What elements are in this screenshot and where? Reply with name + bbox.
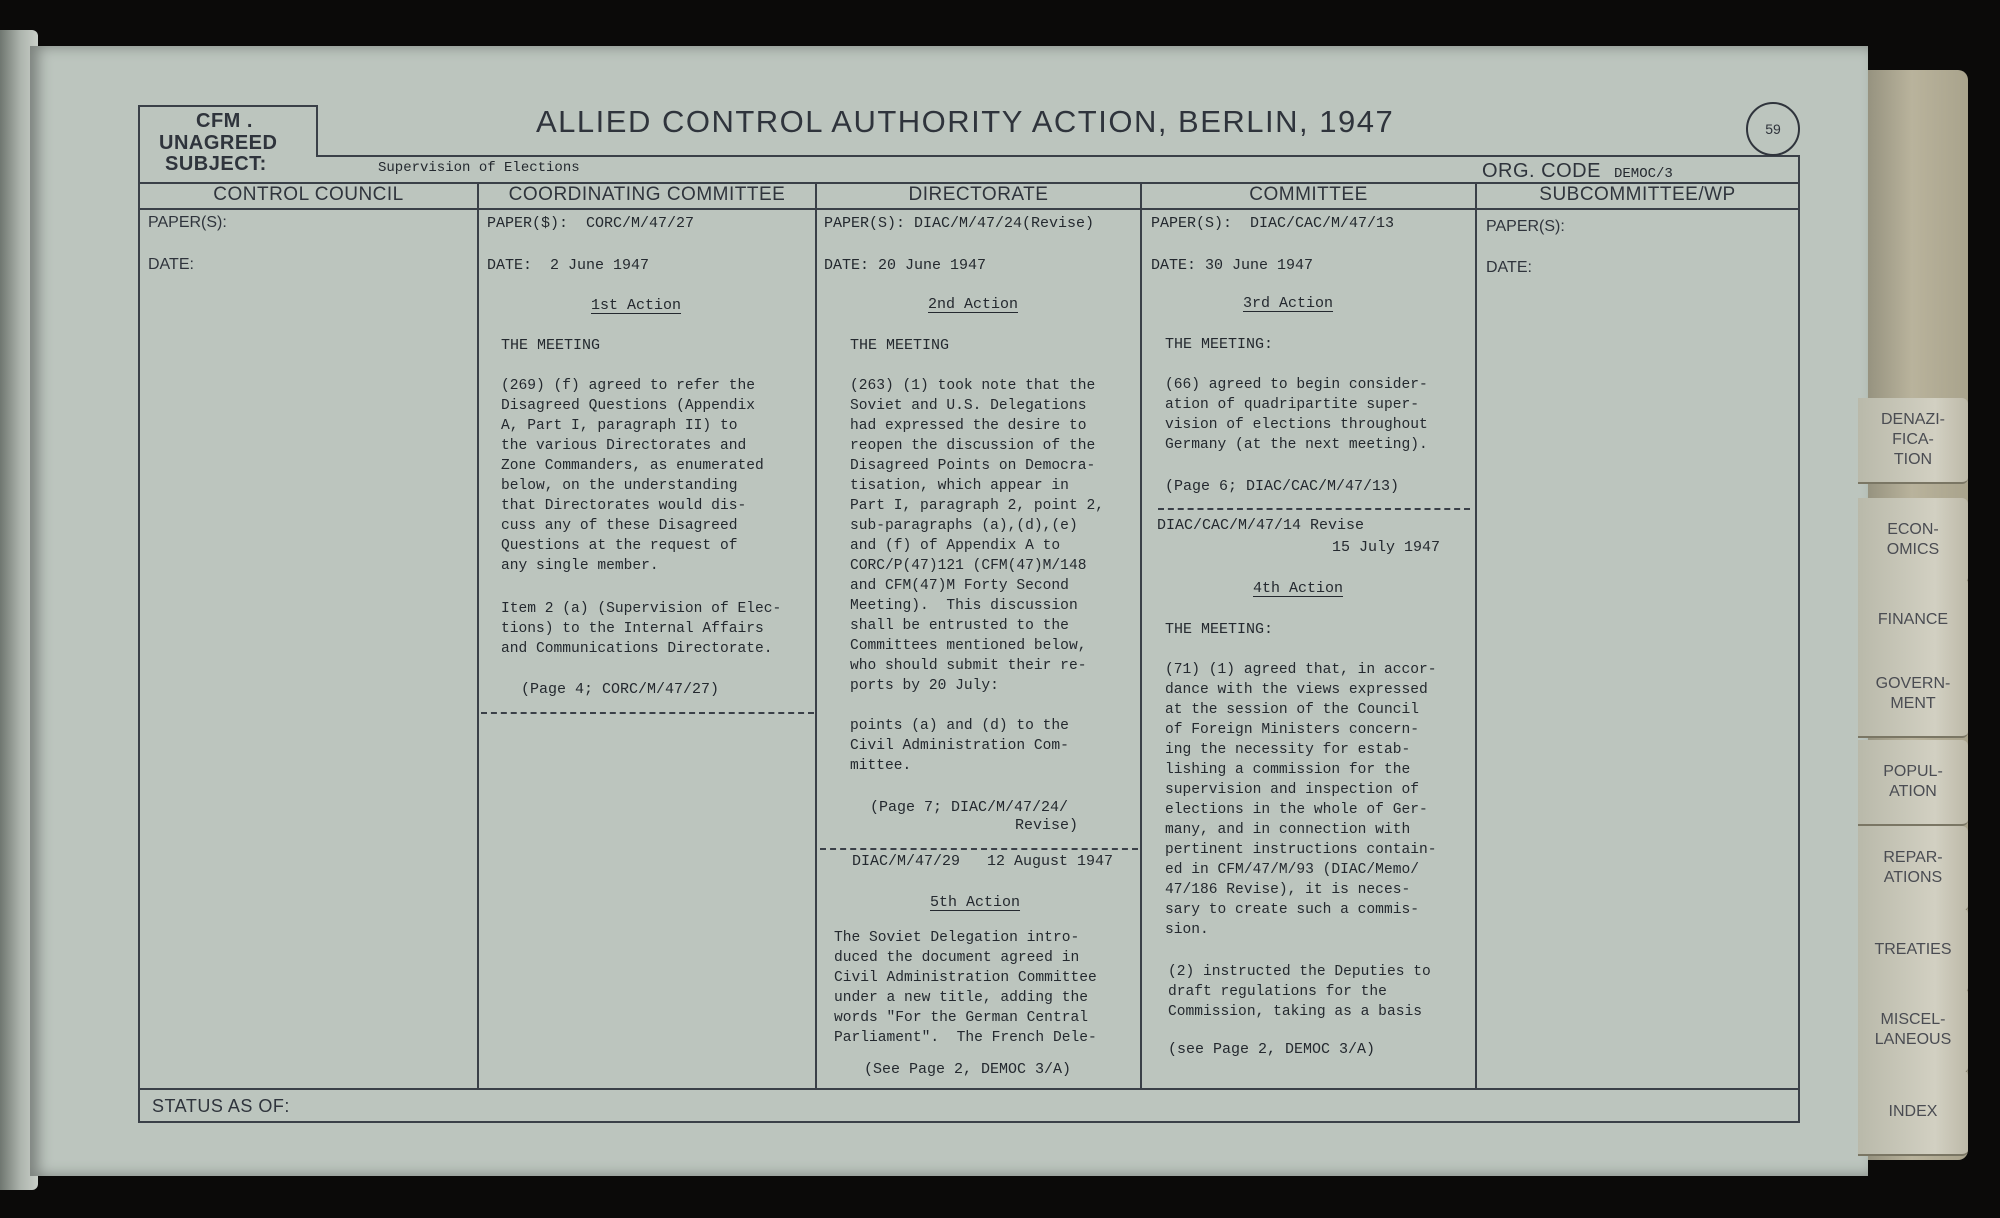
- subject-label: SUBJECT:: [165, 153, 267, 175]
- tab-reparations[interactable]: REPAR- ATIONS: [1858, 826, 1968, 912]
- committee-papers: PAPER(S): DIAC/CAC/M/47/13: [1151, 215, 1395, 232]
- tab-miscellaneous[interactable]: MISCEL- LANEOUS: [1858, 988, 1968, 1074]
- coordinating-para-1: (269) (f) agreed to refer the Disagreed Questions (Appendix A, Part I, paragraph II) to the various Directorates and Zone Commanders, as enumerated below, on the understanding that Directorates would dis- cuss any of these Disagreed Questions at the request of any single member.: [501, 378, 764, 574]
- unagreed-label: UNAGREED: [159, 132, 278, 154]
- form-left-border: [138, 105, 140, 1123]
- col-header-control-council: CONTROL COUNCIL: [213, 184, 404, 205]
- status-row-top: [138, 1088, 1800, 1090]
- committee-para-2: (71) (1) agreed that, in accor- dance with the views expressed at the session of the Council of Foreign Ministers concern- ing the necessity for estab- lishing a commission for the supervision and inspection of elections in the whole of Ger- many, and in connection with pertinent instructions contain- ed in CFM/47/M/93 (DIAC/Memo/ 47/186 Revise), it is neces- sary to create such a commis- sion.: [1165, 662, 1437, 938]
- committee-second-date: 15 July 1947: [1332, 539, 1441, 556]
- directorate-para-2: points (a) and (d) to the Civil Administration Com- mittee.: [850, 718, 1069, 774]
- col-header-directorate: DIRECTORATE: [908, 184, 1049, 205]
- directorate-second-paper: DIAC/M/47/29 12 August 1947: [852, 853, 1114, 870]
- col-header-subcommittee: SUBCOMMITTEE/WP: [1539, 184, 1736, 205]
- status-label: STATUS AS OF:: [152, 1096, 290, 1116]
- org-code-label: ORG. CODE: [1482, 160, 1601, 182]
- committee-meeting-2: THE MEETING:: [1165, 621, 1274, 638]
- directorate-reference-line2: Revise): [1015, 817, 1079, 834]
- cfm-box-right: [316, 105, 318, 155]
- subject-line: [316, 155, 1800, 157]
- control-council-date-label: DATE:: [148, 256, 194, 273]
- tab-treaties[interactable]: TREATIES: [1858, 908, 1968, 994]
- directorate-action2-title: 5th Action: [930, 894, 1021, 911]
- tab-denazification[interactable]: DENAZI- FICA- TION: [1858, 398, 1968, 484]
- directorate-see-reference: (See Page 2, DEMOC 3/A): [864, 1061, 1072, 1078]
- committee-meeting: THE MEETING:: [1165, 336, 1274, 353]
- committee-see-reference: (see Page 2, DEMOC 3/A): [1168, 1041, 1376, 1058]
- tab-government[interactable]: GOVERN- MENT: [1858, 652, 1968, 738]
- cfm-box-top: [138, 105, 318, 107]
- col-divider-3: [1140, 182, 1142, 1088]
- col-divider-2: [815, 182, 817, 1088]
- directorate-meeting: THE MEETING: [850, 337, 950, 354]
- header-row-bottom: [138, 208, 1800, 210]
- directorate-action-title: 2nd Action: [928, 296, 1019, 313]
- tab-economics[interactable]: ECON- OMICS: [1858, 498, 1968, 584]
- coordinating-para-2: Item 2 (a) (Supervision of Elec- tions) to the Internal Affairs and Communications Directorate.: [501, 601, 782, 657]
- committee-second-paper: DIAC/CAC/M/47/14 Revise: [1157, 517, 1365, 534]
- coordinating-papers: PAPER($): CORC/M/47/27: [487, 215, 695, 232]
- committee-reference: (Page 6; DIAC/CAC/M/47/13): [1165, 478, 1400, 495]
- coordinating-meeting: THE MEETING: [501, 337, 601, 354]
- subject-value: Supervision of Elections: [378, 160, 580, 176]
- directorate-papers: PAPER(S): DIAC/M/47/24(Revise): [824, 215, 1095, 232]
- directorate-para-3: The Soviet Delegation intro- duced the document agreed in Civil Administration Committee under a new title, adding the words "For the German Central Parliament". The French Dele-: [834, 930, 1097, 1046]
- committee-date: DATE: 30 June 1947: [1151, 257, 1314, 274]
- tab-finance[interactable]: FINANCE: [1858, 578, 1968, 664]
- page-title: ALLIED CONTROL AUTHORITY ACTION, BERLIN, 1947: [536, 104, 1395, 139]
- page-number-circle: 59: [1746, 102, 1800, 156]
- committee-divider: [1158, 508, 1470, 510]
- col-header-coordinating-committee: COORDINATING COMMITTEE: [508, 184, 786, 205]
- col-divider-1: [477, 182, 479, 1088]
- col-header-committee: COMMITTEE: [1249, 184, 1368, 205]
- control-council-papers-label: PAPER(S):: [148, 214, 227, 231]
- directorate-para-1: (263) (1) took note that the Soviet and U.S. Delegations had expressed the desire to reopen the discussion of the Disagreed Points on Democra- tisation, which appear in Part I, paragraph 2, point 2, sub-paragraphs (a),(d),(e) and (f) of Appendix A to CORC/P(47)121 (CFM(47)M/148 and CFM(47)M Forty Second Meeting). This discussion shall be entrusted to the Committees mentioned below, who should submit their re- ports by 20 July:: [850, 378, 1104, 694]
- coordinating-reference: (Page 4; CORC/M/47/27): [521, 681, 720, 698]
- committee-action-title: 3rd Action: [1243, 295, 1334, 312]
- form-bottom-border: [138, 1121, 1800, 1123]
- directorate-date: DATE: 20 June 1947: [824, 257, 987, 274]
- coordinating-divider: [481, 712, 814, 714]
- subcommittee-date-label: DATE:: [1486, 259, 1532, 276]
- committee-para-3: (2) instructed the Deputies to draft regulations for the Commission, taking as a basis: [1168, 964, 1431, 1020]
- form-right-border: [1798, 155, 1800, 1123]
- org-code-value: DEMOC/3: [1614, 166, 1673, 182]
- tab-population[interactable]: POPUL- ATION: [1858, 740, 1968, 826]
- coordinating-date: DATE: 2 June 1947: [487, 257, 650, 274]
- col-divider-4: [1475, 182, 1477, 1088]
- directorate-reference-line1: (Page 7; DIAC/M/47/24/: [870, 799, 1069, 816]
- directorate-divider: [820, 848, 1138, 850]
- coordinating-action-title: 1st Action: [591, 297, 682, 314]
- committee-para-1: (66) agreed to begin consider- ation of quadripartite super- vision of elections throughout Germany (at the next meeting).: [1165, 377, 1428, 453]
- cfm-label: CFM .: [196, 110, 253, 132]
- tab-index[interactable]: INDEX: [1858, 1070, 1968, 1156]
- committee-action2-title: 4th Action: [1253, 580, 1344, 597]
- subcommittee-papers-label: PAPER(S):: [1486, 218, 1565, 235]
